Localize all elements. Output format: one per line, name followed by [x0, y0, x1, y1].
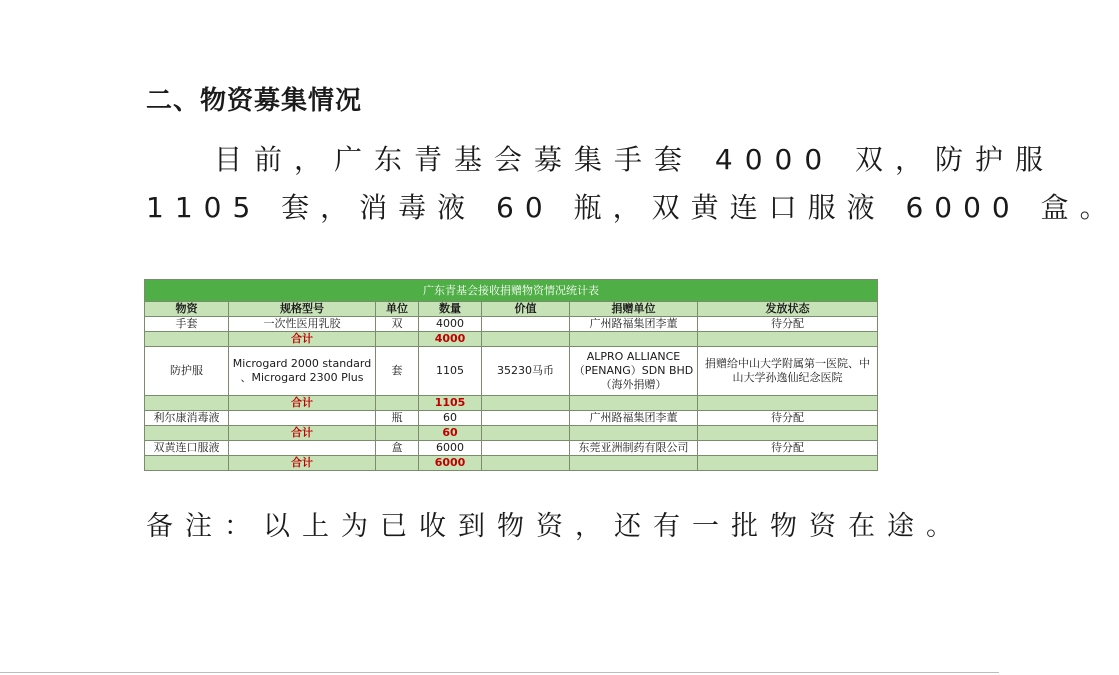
cell-unit: 瓶 [376, 411, 419, 426]
total-row [145, 396, 878, 411]
cell-unit: 双 [376, 317, 419, 332]
cell-spec [229, 441, 376, 456]
cell-item: 双黄连口服液 [145, 441, 229, 456]
total-label: 合计 [229, 396, 376, 411]
total-label: 合计 [229, 332, 376, 347]
cell-quantity: 60 [419, 411, 482, 426]
cell-donor: 广州路福集团李董 [570, 411, 698, 426]
cell-value [482, 317, 570, 332]
donation-statistics-table [144, 279, 878, 471]
total-label: 合计 [229, 456, 376, 471]
cell-value: 35230马币 [482, 347, 570, 396]
header-donor: 捐赠单位 [570, 302, 698, 317]
cell-value [482, 441, 570, 456]
header-status: 发放状态 [698, 302, 878, 317]
cell-unit: 盒 [376, 441, 419, 456]
total-quantity: 4000 [419, 332, 482, 347]
total-quantity: 60 [419, 426, 482, 441]
remark-note: 备注：以上为已收到物资，还有一批物资在途。 [146, 511, 965, 542]
table-row [145, 411, 878, 426]
cell-donor: 东莞亚洲制药有限公司 [570, 441, 698, 456]
total-row [145, 426, 878, 441]
cell-quantity: 1105 [419, 347, 482, 396]
table-title: 广东青基会接收捐赠物资情况统计表 [145, 280, 878, 302]
header-value: 价值 [482, 302, 570, 317]
page-bottom-rule [0, 672, 999, 673]
cell-item: 利尔康消毒液 [145, 411, 229, 426]
summary-paragraph-line-1: 目前，广东青基会募集手套 4000 双，防护服 [214, 143, 1056, 176]
summary-paragraph-line-2: 1105 套，消毒液 60 瓶，双黄连口服液 6000 盒。 [146, 191, 1119, 224]
cell-spec [229, 411, 376, 426]
header-quantity: 数量 [419, 302, 482, 317]
cell-value [482, 411, 570, 426]
cell-spec: 一次性医用乳胶 [229, 317, 376, 332]
cell-unit: 套 [376, 347, 419, 396]
cell-status: 捐赠给中山大学附属第一医院、中山大学孙逸仙纪念医院 [698, 347, 878, 396]
header-unit: 单位 [376, 302, 419, 317]
cell-quantity: 4000 [419, 317, 482, 332]
total-quantity: 1105 [419, 396, 482, 411]
total-label: 合计 [229, 426, 376, 441]
cell-status: 待分配 [698, 441, 878, 456]
table-row [145, 347, 878, 396]
total-quantity: 6000 [419, 456, 482, 471]
section-heading: 二、物资募集情况 [146, 86, 363, 116]
header-item: 物资 [145, 302, 229, 317]
cell-item: 防护服 [145, 347, 229, 396]
header-spec: 规格型号 [229, 302, 376, 317]
total-row [145, 456, 878, 471]
cell-item: 手套 [145, 317, 229, 332]
cell-spec: Microgard 2000 standard 、Microgard 2300 Plus [229, 347, 376, 396]
total-row [145, 332, 878, 347]
cell-status: 待分配 [698, 317, 878, 332]
table-row [145, 317, 878, 332]
cell-quantity: 6000 [419, 441, 482, 456]
cell-donor: 广州路福集团李董 [570, 317, 698, 332]
cell-status: 待分配 [698, 411, 878, 426]
table-row [145, 441, 878, 456]
table-header-row [145, 302, 878, 317]
cell-donor: ALPRO ALLIANCE （PENANG）SDN BHD（海外捐赠） [570, 347, 698, 396]
